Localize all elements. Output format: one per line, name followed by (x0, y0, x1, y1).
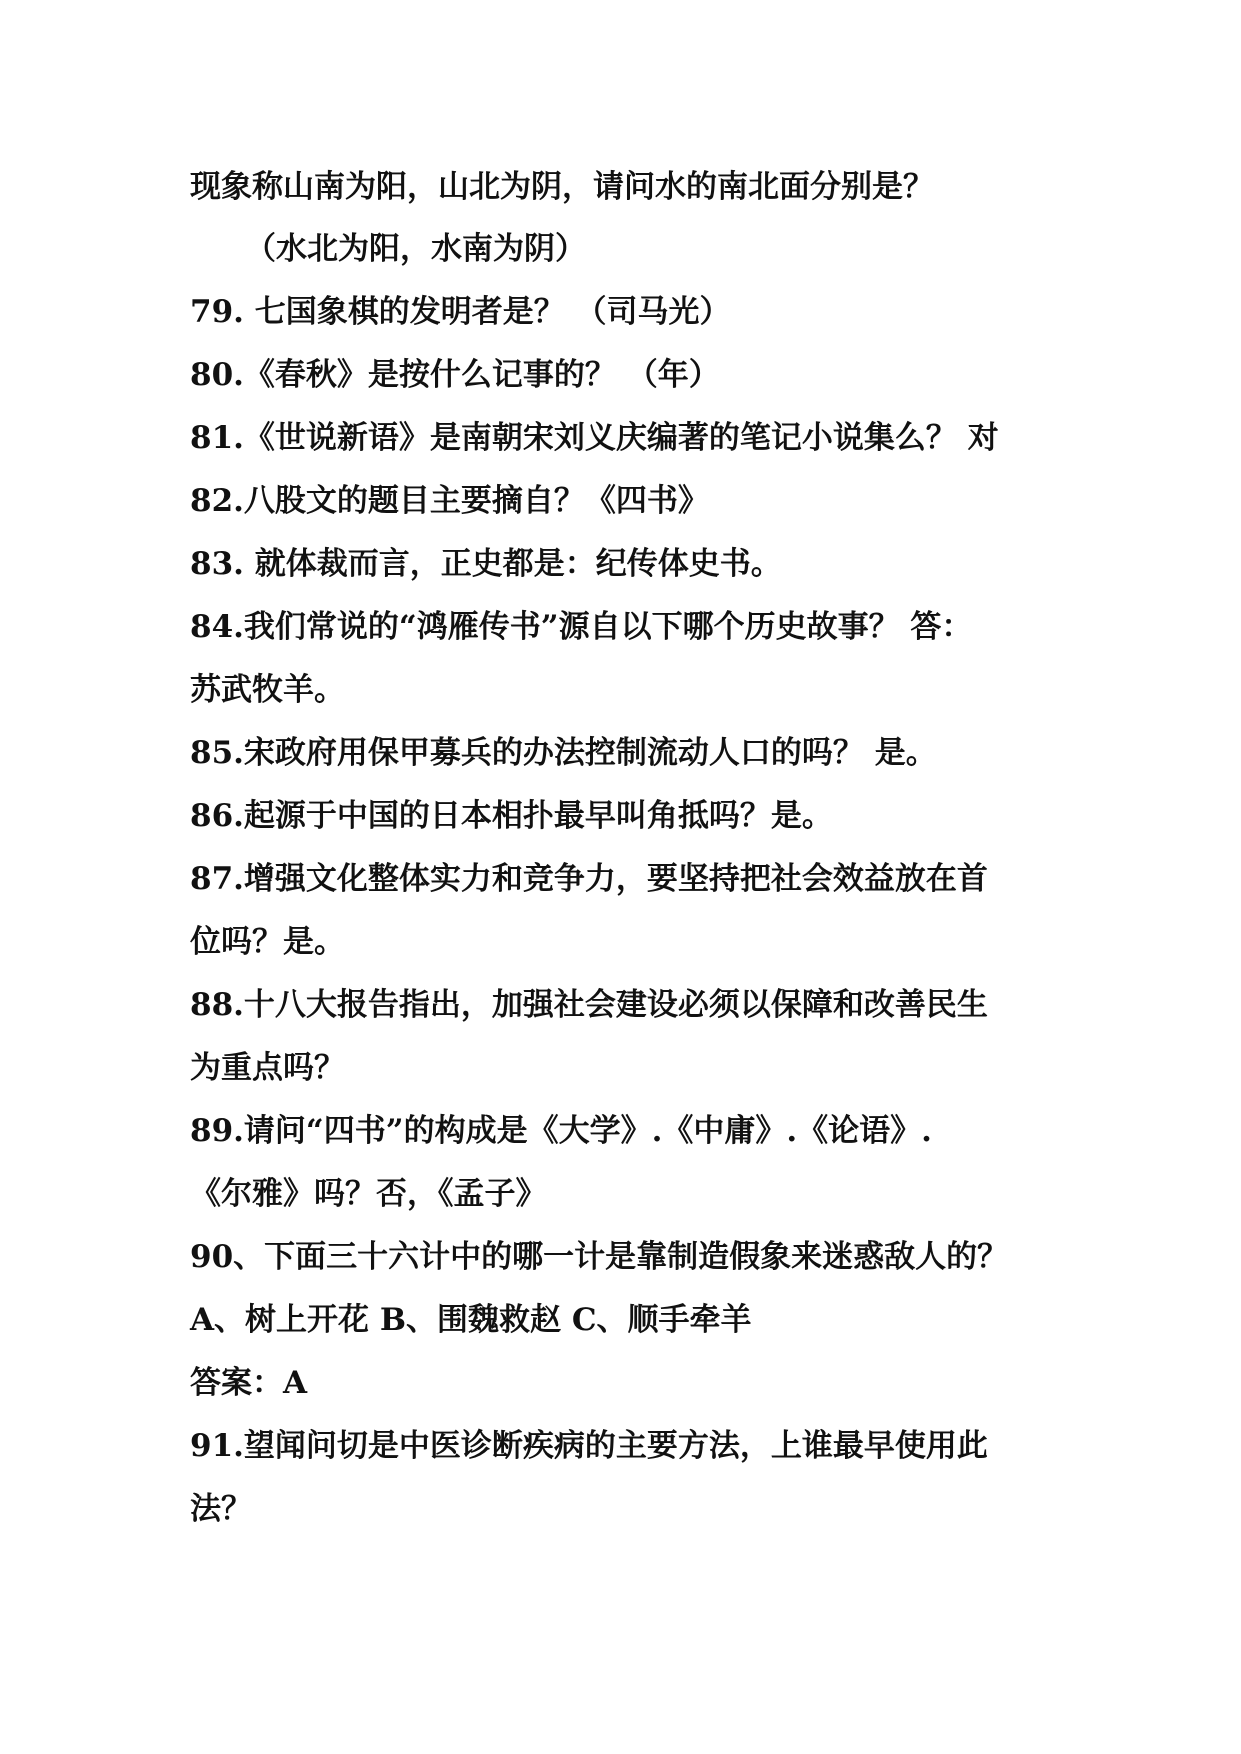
text-line: 现象称山南为阳，山北为阴，请问水的南北面分别是？ (190, 169, 934, 205)
question-89: 89.请问“四书”的构成是《大学》.《中庸》.《论语》. (190, 1113, 932, 1149)
question-91: 91.望闻问切是中医诊断疾病的主要方法，上谁最早使用此 (190, 1428, 988, 1464)
question-86: 86.起源于中国的日本相扑最早叫角抵吗？是。 (190, 798, 833, 834)
question-81: 81.《世说新语》是南朝宋刘义庆编著的笔记小说集么？ 对 (190, 420, 999, 456)
question-89-cont: 《尔雅》吗？否，《孟子》 (190, 1176, 547, 1212)
question-90-answer: 答案：A (190, 1365, 308, 1401)
question-80: 80.《春秋》是按什么记事的？ （年） (190, 357, 720, 393)
question-84: 84.我们常说的“鸿雁传书”源自以下哪个历史故事？ 答： (190, 609, 973, 645)
question-87-cont: 位吗？是。 (190, 924, 345, 960)
question-87: 87.增强文化整体实力和竞争力，要坚持把社会效益放在首 (190, 861, 988, 897)
question-88: 88.十八大报告指出，加强社会建设必须以保障和改善民生 (190, 987, 988, 1023)
question-90-options: A、树上开花 B、围魏救赵 C、顺手牵羊 (190, 1302, 752, 1338)
question-82: 82.八股文的题目主要摘自？《四书》 (190, 483, 709, 519)
question-88-cont: 为重点吗？ (190, 1050, 345, 1086)
question-83: 83. 就体裁而言，正史都是：纪传体史书。 (190, 546, 782, 582)
text-line-answer: （水北为阳，水南为阴） (245, 231, 586, 267)
question-84-answer: 苏武牧羊。 (190, 672, 345, 708)
question-91-cont: 法？ (190, 1491, 252, 1527)
question-90: 90、下面三十六计中的哪一计是靠制造假象来迷惑敌人的？ (190, 1239, 1009, 1275)
question-79: 79. 七国象棋的发明者是？ （司马光） (190, 294, 731, 330)
question-85: 85.宋政府用保甲募兵的办法控制流动人口的吗？ 是。 (190, 735, 937, 771)
